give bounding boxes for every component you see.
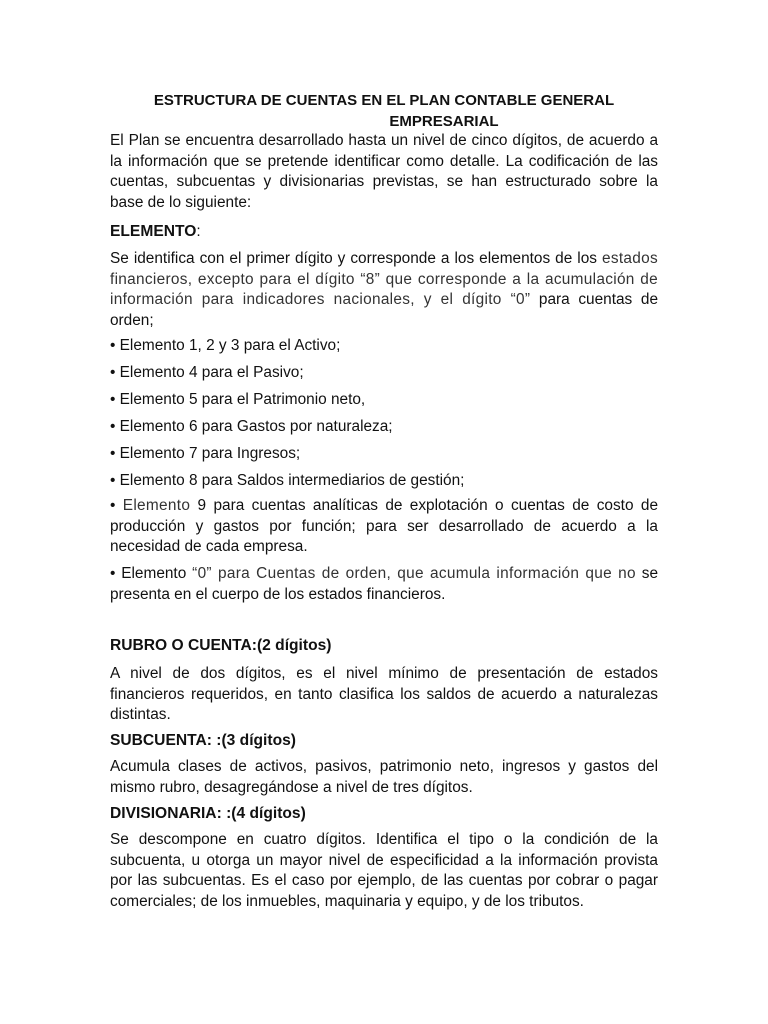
- bullet-item-9: [110, 496, 658, 558]
- elemento-heading-label: ELEMENTO: [110, 223, 197, 240]
- bullet-0-soft: “0” para Cuentas de orden, que acumula información que no: [192, 565, 636, 582]
- document-title-line-1: ESTRUCTURA DE CUENTAS EN EL PLAN CONTABLE GENERAL: [153, 92, 615, 109]
- bullet-9-mark: •: [110, 497, 123, 514]
- rubro-paragraph: A nivel de dos dígitos, es el nivel mínimo de presentación de estados financieros requeridos, en tanto clasifica los saldos de acuerdo a naturalezas distintas.: [110, 665, 658, 723]
- divisionaria-heading-suffix: : :(4 dígitos): [216, 805, 306, 822]
- elemento-heading-suffix: :: [196, 223, 201, 240]
- bullet-item: • Elemento 4 para el Pasivo;: [110, 364, 304, 381]
- document-title-line-2: EMPRESARIAL: [389, 113, 499, 130]
- elemento-body-a: Se identifica con el primer dígito y corresponde a los elementos de los: [110, 250, 602, 267]
- subcuenta-paragraph: Acumula clases de activos, pasivos, patrimonio neto, ingresos y gastos del mismo rubro, desagregándose a nivel de tres dígitos.: [110, 758, 658, 796]
- bullet-9-text: 9 para cuentas analíticas de explotación o cuentas de costo de producción y gastos por función; para ser desarrollado de acuerdo a la necesidad de cada empresa.: [110, 497, 658, 555]
- intro-paragraph: El Plan se encuentra desarrollado hasta un nivel de cinco dígitos, de acuerdo a la información que se pretende identificar como detalle. La codificación de las cuentas, subcuentas y divisionarias previstas, se han estructurado sobre la base de lo siguiente:: [110, 132, 658, 211]
- rubro-heading: RUBRO O CUENTA:(2 dígitos): [110, 637, 332, 654]
- bullet-item: • Elemento 6 para Gastos por naturaleza;: [110, 418, 393, 435]
- bullet-item-0: [110, 564, 658, 605]
- bullet-9-word: Elemento: [122, 497, 191, 514]
- elemento-heading: [110, 222, 658, 243]
- elemento-body-b: estados financieros, excepto para el dígito “8” que corresponde a la acumulación de información para indicadores nacionales, y el dígito “0”: [110, 250, 658, 308]
- subcuenta-heading: [110, 731, 658, 752]
- bullet-item: • Elemento 5 para el Patrimonio neto,: [110, 391, 366, 408]
- divisionaria-heading-label: DIVISIONARIA: [110, 805, 217, 822]
- bullet-item: • Elemento 7 para Ingresos;: [110, 445, 301, 462]
- elemento-paragraph: [110, 249, 658, 331]
- elemento-body-c: para cuentas de orden;: [110, 291, 659, 329]
- subcuenta-heading-suffix: : :(3 dígitos): [206, 732, 296, 749]
- bullet-0-text: se presenta en el cuerpo de los estados financieros.: [110, 565, 659, 603]
- subcuenta-heading-label: SUBCUENTA: [110, 732, 207, 749]
- bullet-0-lead: • Elemento: [110, 565, 193, 582]
- bullet-item: • Elemento 1, 2 y 3 para el Activo;: [110, 337, 341, 354]
- bullet-item: • Elemento 8 para Saldos intermediarios de gestión;: [110, 472, 465, 489]
- divisionaria-paragraph: Se descompone en cuatro dígitos. Identifica el tipo o la condición de la subcuenta, u otorga un mayor nivel de especificidad a la información provista por las subcuentas. Es el caso por ejemplo, de las cuentas por cobrar o pagar comerciales; de los inmuebles, maquinaria y equipo, y de los tributos.: [110, 831, 658, 910]
- divisionaria-heading: [110, 804, 658, 825]
